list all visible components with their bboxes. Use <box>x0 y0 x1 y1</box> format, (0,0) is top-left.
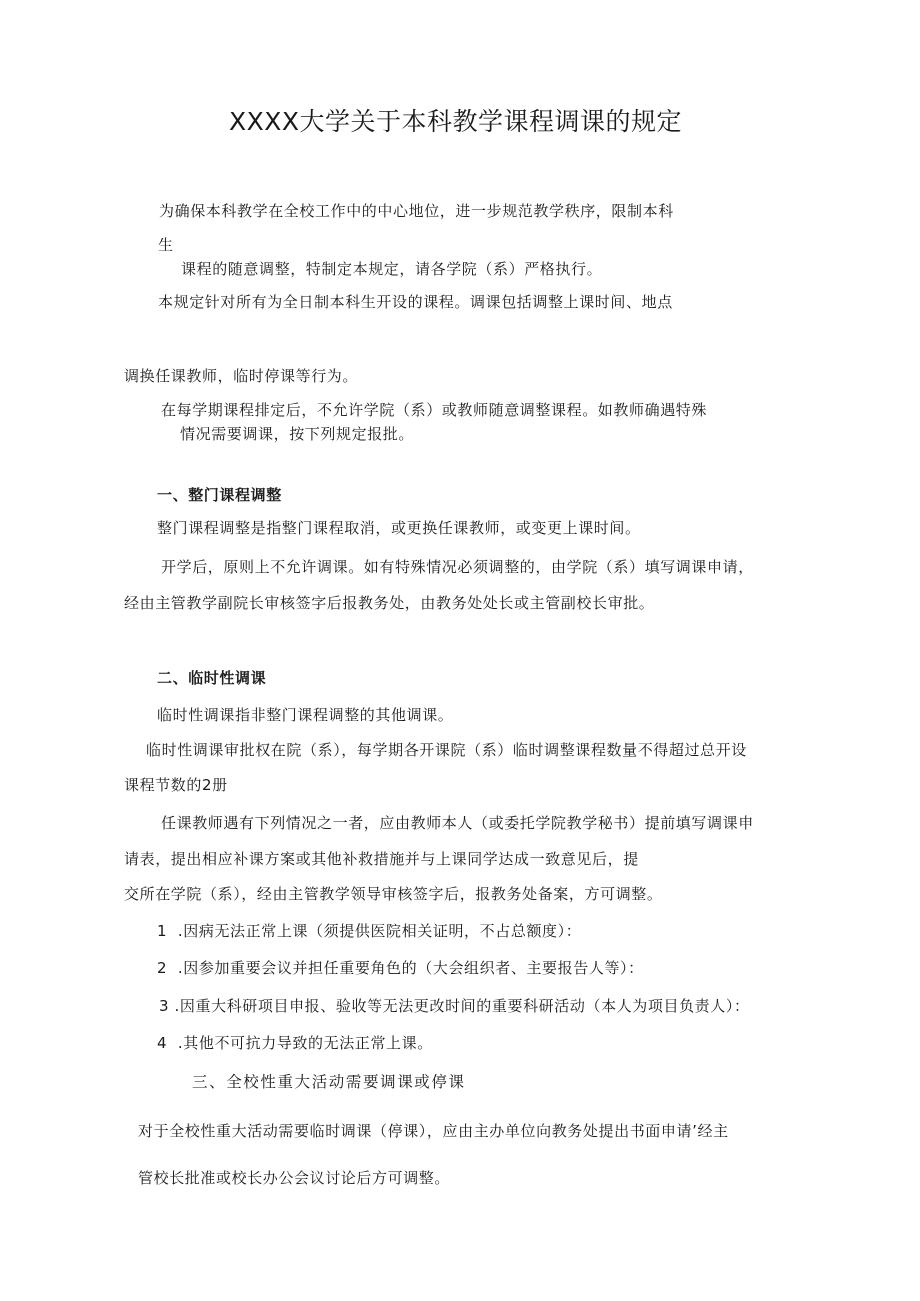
section-3-paragraph-1-line-2: 管校长批准或校长办公会议讨论后方可调整。 <box>138 1169 451 1187</box>
section-2-paragraph-3-line-3: 交所在学院（系），经由主管教学领导审核签字后，报教务处备案，方可调整。 <box>124 885 663 903</box>
section-1-heading: 一、整门课程调整 <box>157 486 282 504</box>
section-1-paragraph-1: 整门课程调整是指整门课程取消，或更换任课教师，或变更上课时间。 <box>157 519 641 537</box>
list-item-2: 2 .因参加重要会议并担任重要角色的（大会组织者、主要报告人等）： <box>157 959 644 977</box>
list-item-3: 3 .因重大科研项目申报、验收等无法更改时间的重要科研活动（本人为项目负责人）： <box>159 997 750 1015</box>
section-2-paragraph-3-line-1: 任课教师遇有下列情况之一者，应由教师本人（或委托学院教学秘书）提前填写调课申 <box>161 814 754 832</box>
section-2-paragraph-2-line-1: 临时性调课审批权在院（系），每学期各开课院（系）临时调整课程数量不得超过总开设 <box>146 741 747 759</box>
section-2-heading: 二、临时性调课 <box>157 669 267 687</box>
section-3-paragraph-1-line-1: 对于全校性重大活动需要临时调课（停课），应由主办单位向教务处提出书面申请’经主 <box>138 1122 729 1140</box>
section-2-paragraph-3-line-2: 请表，提出相应补课方案或其他补救措施并与上课同学达成一致意见后，提 <box>124 850 639 868</box>
section-2-paragraph-1: 临时性调课指非整门课程调整的其他调课。 <box>157 706 454 724</box>
intro-paragraph-3-line-1: 在每学期课程排定后，不允许学院（系）或教师随意调整课程。如教师确遇特殊 <box>161 401 708 419</box>
intro-paragraph-1-line-2: 生 <box>158 236 174 254</box>
intro-paragraph-1-line-3: 课程的随意调整，特制定本规定，请各学院（系）严格执行。 <box>181 260 603 278</box>
intro-paragraph-1-line-1: 为确保本科教学在全校工作中的中心地位，进一步规范教学秩序，限制本科 <box>159 202 674 220</box>
intro-paragraph-3-line-2: 情况需要调课，按下列规定报批。 <box>180 425 415 443</box>
section-1-paragraph-2-line-2: 经由主管教学副院长审核签字后报教务处，由教务处处长或主管副校长审批。 <box>124 594 655 612</box>
section-2-paragraph-2-line-2: 课程节数的2册 <box>124 776 228 794</box>
section-1-paragraph-2-line-1: 开学后，原则上不允许调课。如有特殊情况必须调整的，由学院（系）填写调课申请， <box>161 558 754 576</box>
section-3-heading: 三、全校性重大活动需要调课或停课 <box>192 1073 466 1091</box>
intro-paragraph-2-line-2: 调换任课教师，临时停课等行为。 <box>124 367 359 385</box>
document-title: XXXX大学关于本科教学课程调课的规定 <box>229 107 683 136</box>
list-item-1: 1 .因病无法正常上课（须提供医院相关证明，不占总额度）： <box>157 922 582 940</box>
intro-paragraph-2-line-1: 本规定针对所有为全日制本科生开设的课程。调课包括调整上课时间、地点 <box>158 293 673 311</box>
list-item-4: 4 .其他不可抗力导致的无法正常上课。 <box>157 1034 433 1052</box>
